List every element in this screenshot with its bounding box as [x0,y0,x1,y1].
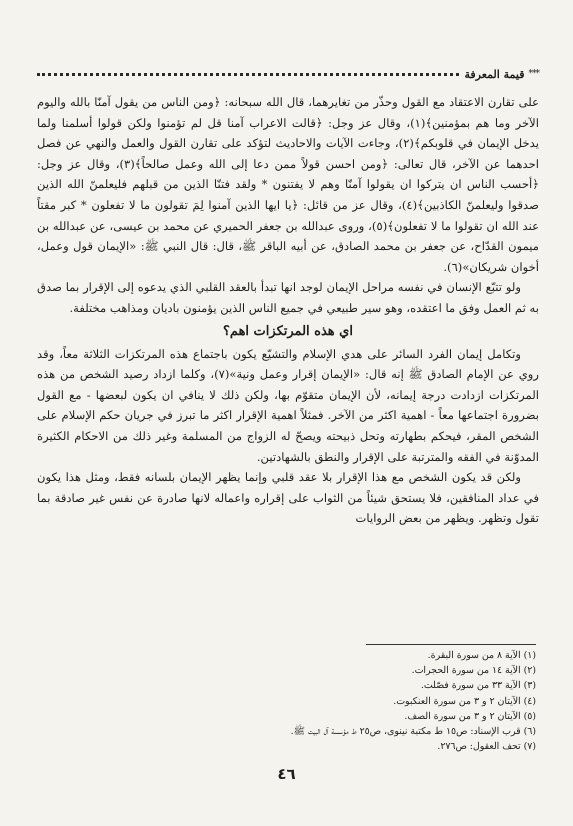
footnote: (٥) الآيتان ٢ و ٣ من سورة الصف. [404,710,536,722]
footnote-divider [366,644,536,645]
footnote: (٣) الآية ٣٣ من سورة فصّلت. [420,680,536,692]
footnote: (٤) الآيتان ٢ و ٣ من سورة العنكبوت. [393,695,536,707]
footnote: (١) الآية ٨ من سورة البقرة. [427,650,536,661]
footnotes [36,648,536,754]
page-number: ٤٦ [277,765,296,783]
footnote: (٦) قرب الإسناد: ص١٥ ط مكتبة نينوى، ص٢٥ ط مؤسسة آل البيت ﷺ. [290,726,536,738]
footnote: (٢) الآية ١٤ من سورة الحجرات. [411,665,536,677]
header-stars: *** [528,69,539,79]
section-heading: اي هذه المرتكزات اهم؟ [223,323,353,339]
footnote: (٧) تحف العقول: ص٢٧٦. [437,741,536,753]
main-text [37,92,539,529]
paragraph: وتكامل إيمان الفرد السائر على هدي الإسلام والتشيّع يكون باجتماع هذه المرتكزات الثلاثة معاً، وقد روي عن الإمام الصادق ﷺ إنه قال: «الإيمان إقرار وعمل ونية»(٧)، وكلما ازداد رصيد الشخص من هذه المرتكزات ازدادت درجة إيمانه، لأن الإيمان متقوّم بها، ولكن ذلك لا ينافي ان يكون لبعضها - مع القول بضرورة اجتماعها معاً - اهمية اكثر من الآخر. فمثلاً اهمية الإقرار اكثر ما تبرز في جريان حكم الإسلام على الشخص المقر، فيحكم بطهارته وتحل ذبيحته ويصحّ له الزواج من المسلمة وغير ذلك من الاحكام الكثيرة المدوّنة في الفقه والمترتبة على الإقرار والنطق بالشهادتين. [37,346,539,464]
paragraph: على تقارن الاعتقاد مع القول وحذّر من تغايرهما، قال الله سبحانه: ﴿ومن الناس من يقول آمنّا بالله واليوم الآخر وما هم بمؤمنين﴾(١)، وقال عز وجل: ﴿قالت الاعراب آمنا قل لم تؤمنوا ولكن قولوا أسلمنا ولما يدخل الإيمان في قلوبكم﴾(٢)، وجاءت الآيات والاحاديث لتؤكد على تقارن القول والعمل والنهي عن فصل احدهما عن الآخر، قال تعالى: ﴿ومن احسن قولاً ممن دعا إلى الله وعمل صالحاً﴾(٣)، وقال عز وجل: ﴿أحسب الناس ان يتركوا ان يقولوا آمنّا وهم لا يفتنون * ولقد فتنّا الذين من قبلهم فليعلمنّ الله الذين صدقوا وليعلمنّ الكاذبين﴾(٤)، وقال عز من قائل: ﴿يا ايها الذين آمنوا لِمَ تقولون ما لا تفعلون * كبر مقتاً عند الله ان تقولوا ما لا تفعلون﴾(٥)، وروى عبدالله بن جعفر الحميري عن محمد بن عيسى، عن عبدالله بن ميمون القدّاح، عن جعفر بن محمد الصادق، عن أبيه الباقر ﷺ، قال: قال النبي ﷺ: «الإيمان قول وعمل، أخوان شريكان»(٦). [37,95,540,274]
header-star-rule [37,73,459,76]
running-header [37,66,539,82]
paragraph: ولو تتبّع الإنسان في نفسه مراحل الإيمان لوجد انها تبدأ بالعقد القلبي الذي يدعوه إلى الإقرار بما صدق به ثم العمل وفق ما اعتقده، وهو سير طبيعي في جميع الناس الذين يؤمنون باديان ومذاهب مختلفة. [37,280,539,315]
running-title: قيمة المعرفة [464,67,525,81]
paragraph: ولكن قد يكون الشخص مع هذا الإقرار بلا عقد قلبي وإنما يظهر الإيمان بلسانه فقط، ومثل هذا يكون في عداد المنافقين، فلا يستحق شيئاً من الثواب على إقراره واعماله لانها صادرة عن نفس غير صادقة بما تقول وتظهر. ويظهر من بعض الروايات [37,470,539,526]
